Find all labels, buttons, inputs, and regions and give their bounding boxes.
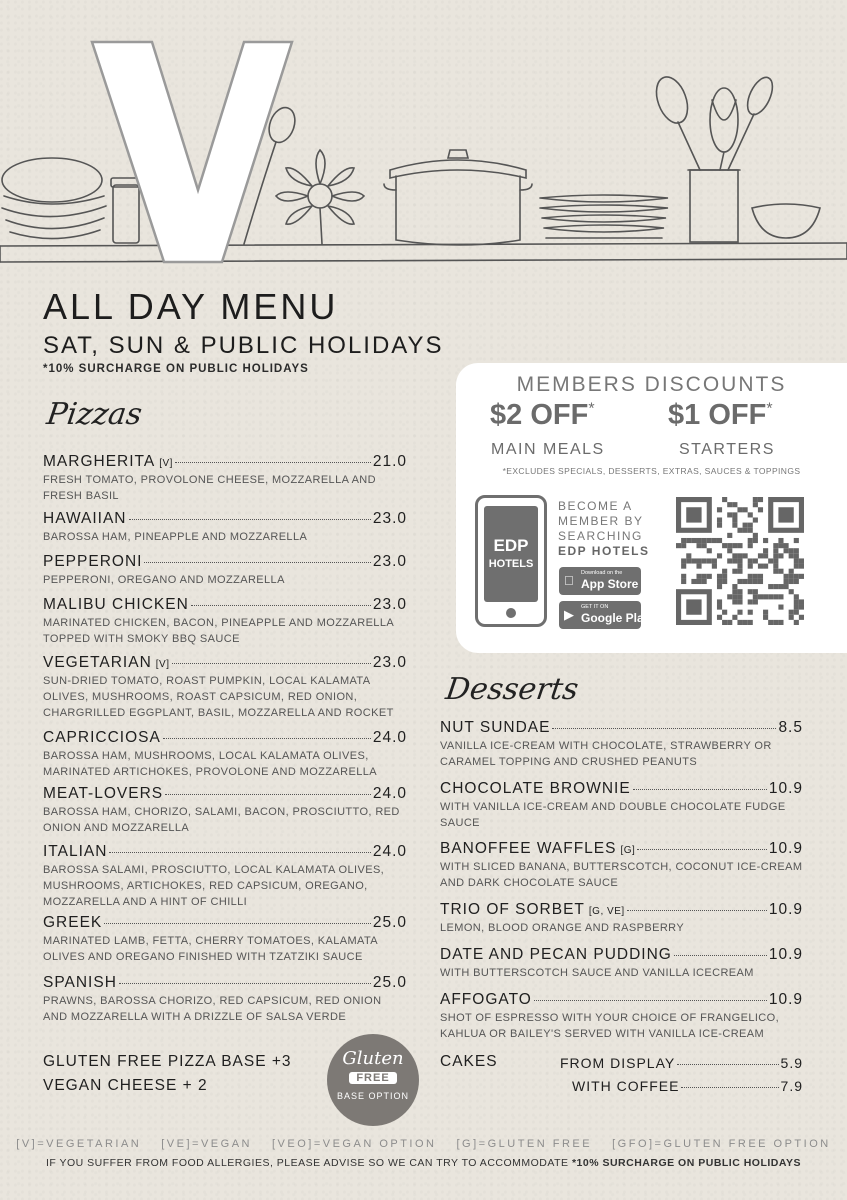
members-title: MEMBERS DISCOUNTS: [516, 373, 787, 396]
dessert-description: WITH SLICED BANANA, BUTTERSCOTCH, COCONUT ICE-CREAM AND DARK CHOCOLATE SAUCE: [440, 861, 803, 889]
pizza-item: [43, 974, 407, 1025]
dessert-name: BANOFFEE WAFFLES: [440, 840, 617, 857]
pizza-description: MARINATED CHICKEN, BACON, PINEAPPLE AND MOZZARELLA TOPPED WITH SMOKY BBQ SAUCE: [43, 617, 394, 645]
page-title: ALL DAY MENU: [43, 286, 339, 327]
dessert-price: 10.9: [768, 840, 803, 857]
gluten-free-base: GLUTEN FREE PIZZA BASE +3: [43, 1053, 292, 1070]
pizza-description: MARINATED LAMB, FETTA, CHERRY TOMATOES, KALAMATA OLIVES AND OREGANO FINISHED WITH TZATZIKI SAUCE: [43, 935, 378, 963]
pizza-name: MARGHERITA: [43, 453, 156, 470]
pizza-price: 24.0: [372, 729, 407, 746]
dietary-legend: [V]=VEGETARIAN [VE]=VEGAN [VEO]=VEGAN OPTION [G]=GLUTEN FREE [GFO]=GLUTEN FREE OPTION: [16, 1138, 831, 1150]
pizza-item: [43, 553, 407, 588]
pizza-item: [43, 914, 407, 965]
dessert-name: DATE AND PECAN PUDDING: [440, 946, 672, 963]
offer-starters-amount: $1 OFF*: [668, 399, 773, 431]
gluten-free-badge: [327, 1034, 419, 1126]
pizza-description: BAROSSA HAM, CHORIZO, SALAMI, BACON, PROSCIUTTO, RED ONION AND MOZZARELLA: [43, 806, 400, 834]
dessert-name: CHOCOLATE BROWNIE: [440, 780, 631, 797]
dessert-diet-tag: [G, VE]: [588, 906, 625, 917]
allergy-notice: IF YOU SUFFER FROM FOOD ALLERGIES, PLEASE ADVISE SO WE CAN TRY TO ACCOMMODATE *10% SURCHARGE ON PUBLIC HOLIDAYS: [45, 1157, 802, 1169]
pizza-name: MEAT-LOVERS: [43, 785, 164, 802]
pizza-price: 23.0: [372, 596, 407, 613]
pizza-item: [43, 596, 407, 647]
dessert-diet-tag: [G]: [620, 845, 636, 856]
become-member-text: BECOME A MEMBER BY SEARCHING EDP HOTELS: [558, 499, 650, 558]
badge-line2: FREE: [349, 1072, 397, 1084]
cakes-label: CAKES: [440, 1053, 498, 1070]
pizza-name: CAPRICCIOSA: [43, 729, 161, 746]
dessert-item: [440, 946, 803, 981]
pizza-name: HAWAIIAN: [43, 510, 127, 527]
dessert-name: TRIO OF SORBET: [440, 901, 585, 918]
phone-line1: EDP: [493, 536, 529, 555]
vegan-cheese: VEGAN CHEESE + 2: [43, 1077, 208, 1094]
apple-icon: [564, 573, 574, 588]
dessert-description: WITH VANILLA ICE-CREAM AND DOUBLE CHOCOLATE FUDGE SAUCE: [440, 801, 786, 829]
pizza-description: PEPPERONI, OREGANO AND MOZZARELLA: [43, 574, 285, 586]
pizza-price: 23.0: [372, 510, 407, 527]
page-subtitle: SAT, SUN & PUBLIC HOLIDAYS: [43, 332, 444, 359]
cakes-coffee-row: WITH COFFEE 7.9: [572, 1078, 803, 1094]
pizza-price: 24.0: [372, 785, 407, 802]
pizza-price: 25.0: [372, 974, 407, 991]
pizza-description: BAROSSA HAM, MUSHROOMS, LOCAL KALAMATA OLIVES, MARINATED ARTICHOKES, PROVOLONE AND MOZZARELLA: [43, 750, 377, 778]
dessert-description: LEMON, BLOOD ORANGE AND RASPBERRY: [440, 922, 685, 934]
dessert-price: 10.9: [768, 946, 803, 963]
pizza-price: 21.0: [372, 453, 407, 470]
dessert-item: [440, 719, 803, 770]
header-illustration: [0, 0, 847, 270]
pizza-item: [43, 510, 407, 545]
app-store-button[interactable]: Download on the App Store: [559, 567, 641, 595]
pizza-price: 24.0: [372, 843, 407, 860]
phone-line2: HOTELS: [488, 558, 534, 570]
pizzas-heading: Pizzas: [44, 397, 145, 432]
pizza-item: [43, 729, 407, 780]
cakes-display-row: FROM DISPLAY 5.9: [560, 1055, 803, 1071]
pizza-diet-tag: [V]: [155, 659, 170, 670]
google-play-button[interactable]: ▶ GET IT ON Google Play: [559, 601, 641, 629]
dessert-name: AFFOGATO: [440, 991, 532, 1008]
pizza-item: [43, 453, 407, 504]
pizza-description: BAROSSA SALAMI, PROSCIUTTO, LOCAL KALAMATA OLIVES, MUSHROOMS, ARTICHOKES, RED CAPSICUM, OREGANO, MOZZARELLA AND A HINT OF CHILLI: [43, 864, 385, 908]
dessert-item: [440, 991, 803, 1042]
badge-line1: Gluten: [342, 1048, 404, 1069]
pizza-price: 23.0: [372, 654, 407, 671]
pizza-name: MALIBU CHICKEN: [43, 596, 189, 613]
dessert-description: SHOT OF ESPRESSO WITH YOUR CHOICE OF FRANGELICO, KAHLUA OR BAILEY'S SERVED WITH VANILLA ICE-CREAM: [440, 1012, 780, 1040]
pizza-name: SPANISH: [43, 974, 117, 991]
pizza-description: SUN-DRIED TOMATO, ROAST PUMPKIN, LOCAL KALAMATA OLIVES, MUSHROOMS, ROAST CAPSICUM, RED ONION, CHARGRILLED EGGPLANT, BASIL, MOZZARELLA AND ROCKET: [43, 675, 394, 719]
pizza-description: FRESH TOMATO, PROVOLONE CHEESE, MOZZARELLA AND FRESH BASIL: [43, 474, 376, 502]
badge-line3: BASE OPTION: [336, 1091, 409, 1101]
pizza-name: GREEK: [43, 914, 103, 931]
dessert-item: [440, 780, 803, 831]
dessert-description: WITH BUTTERSCOTCH SAUCE AND VANILLA ICECREAM: [440, 967, 754, 979]
dessert-name: NUT SUNDAE: [440, 719, 551, 736]
pizza-description: BAROSSA HAM, PINEAPPLE AND MOZZARELLA: [43, 531, 308, 543]
desserts-heading: Desserts: [443, 672, 581, 707]
pizza-name: VEGETARIAN: [43, 654, 152, 671]
pizza-price: 25.0: [372, 914, 407, 931]
pizza-diet-tag: [V]: [159, 458, 173, 469]
dessert-price: 8.5: [778, 719, 803, 736]
pizza-name: PEPPERONI: [43, 553, 143, 570]
dessert-price: 10.9: [768, 991, 803, 1008]
qr-code[interactable]: [676, 497, 804, 625]
dessert-item: [440, 901, 803, 936]
offer-main-label: MAIN MEALS: [491, 441, 605, 458]
dessert-description: VANILLA ICE-CREAM WITH CHOCOLATE, STRAWBERRY OR CARAMEL TOPPING AND CRUSHED PEANUTS: [440, 740, 772, 768]
phone-app-icon: [475, 495, 547, 627]
surcharge-note: *10% SURCHARGE ON PUBLIC HOLIDAYS: [43, 363, 309, 375]
pizza-item: [43, 654, 407, 721]
pizza-name: ITALIAN: [43, 843, 108, 860]
offer-main-amount: $2 OFF*: [490, 399, 595, 431]
play-icon: ▶: [564, 607, 574, 622]
offer-starters-label: STARTERS: [679, 441, 775, 458]
dessert-price: 10.9: [768, 901, 803, 918]
pizza-price: 23.0: [372, 553, 407, 570]
pizza-item: [43, 843, 407, 910]
dessert-item: [440, 840, 803, 891]
pizza-description: PRAWNS, BAROSSA CHORIZO, RED CAPSICUM, RED ONION AND MOZZARELLA WITH A DRIZZLE OF SALSA VERDE: [43, 995, 382, 1023]
pizza-item: [43, 785, 407, 836]
offer-exclusions: *EXCLUDES SPECIALS, DESSERTS, EXTRAS, SAUCES & TOPPINGS: [502, 466, 801, 476]
members-discount-panel: [456, 363, 847, 653]
dessert-price: 10.9: [768, 780, 803, 797]
